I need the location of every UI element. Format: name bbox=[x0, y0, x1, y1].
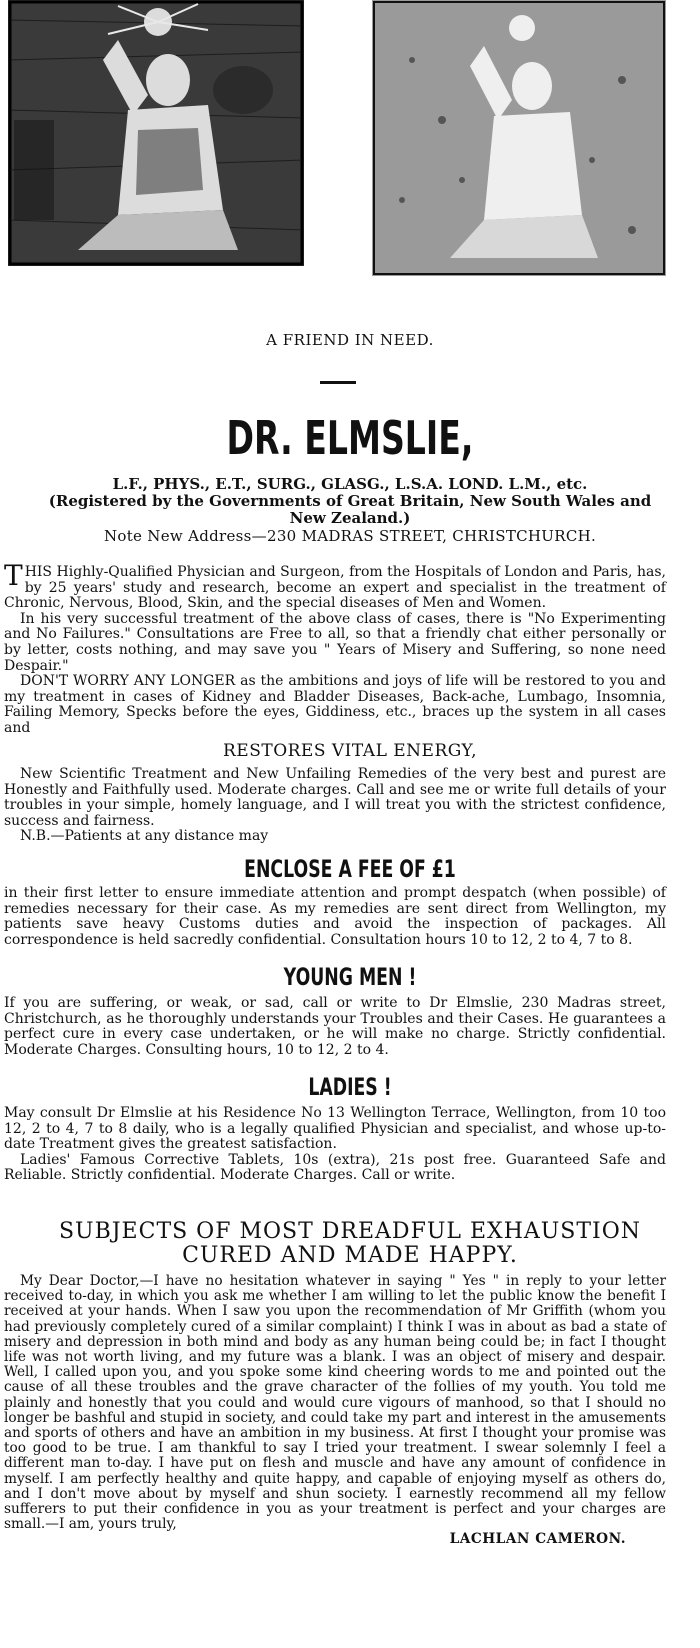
fee-section bbox=[4, 886, 666, 948]
testimonial-letter: My Dear Doctor,—I have no hesitation whatever in saying " Yes " in reply to your letter received to-day, in which you ask me whether I am willing to let the public know the benefit I received at your hands. When I saw you upon the recommendation of Mr Griffith (whom you had previously completely cured of a similar complaint) I think I was in about as bad a state of misery and depression in both mind and body as any human being could be; in fact I thought life was not worth living, and my future was a blank. I was an object of misery and despair. Well, I called upon you, and you spoke some kind cheering words to me and pointed out the cause of all these troubles and the grave character of the follies of my youth. You told me plainly and honestly that you could and would cure vigours of manhood, so that I should no longer be bashful and stupid in society, and could take my part and interest in the amusements and sports of others and have an ambition in my business. At first I thought your promise was too good to be true. I am thankful to say I tried your treatment. I swear solemnly I feel a different man to-day. I have put on flesh and muscle and have any amount of confidence in myself. I am perfectly healthy and quite happy, and capable of enjoying myself as others do, and I don't move about by myself and shun society. I earnestly recommend all my fellow sufferers to put their confidence in you as your treatment is perfect and your charges are small.—I am, yours truly, bbox=[4, 1273, 666, 1533]
drop-cap: T bbox=[4, 559, 23, 592]
vital-paragraph-1: New Scientific Treatment and New Unfailing Remedies of the very best and purest are Honestly and Faithfully used. Moderate charges. Call and see me or write full details of your troubles in your simple, homely language, and I will treat you with the strictest confidence, success and fairness. bbox=[4, 766, 666, 829]
ladies-paragraph-1: May consult Dr Elmslie at his Residence No 13 Wellington Terrace, Wellington, from 10 too 12, 2 to 4, 7 to 8 daily, who is a legally qualified Physician and specialist, and whose up-to-date Treatment gives the greatest satisfaction. bbox=[4, 1105, 666, 1153]
ladies-heading: LADIES ! bbox=[308, 1073, 392, 1101]
intro-paragraph-1 bbox=[4, 559, 666, 612]
divider-rule bbox=[320, 381, 356, 384]
ladies-paragraph-2: Ladies' Famous Corrective Tablets, 10s (extra), 21s post free. Guaranteed Safe and Reliable. Strictly confidential. Moderate Charges. Call or write. bbox=[4, 1151, 666, 1184]
young-men-paragraph: If you are suffering, or weak, or sad, call or write to Dr Elmslie, 230 Madras street, Christchurch, as he thoroughly understands your Troubles and their Cases. He guarantees a perfect cure in every case undertaken, or he will make no charge. Strictly confidential. Moderate Charges. Consulting hours, 10 to 12, 2 to 4. bbox=[4, 995, 666, 1058]
fee-heading: ENCLOSE A FEE OF £1 bbox=[244, 855, 456, 883]
vital-paragraph-2: N.B.—Patients at any distance may bbox=[20, 828, 269, 845]
testimonial-section bbox=[4, 1274, 666, 1548]
young-men-section bbox=[4, 996, 666, 1058]
testimonial-heading-line-1: SUBJECTS OF MOST DREADFUL EXHAUSTION bbox=[58, 1219, 642, 1244]
intro-paragraph-3: DON'T WORRY ANY LONGER as the ambitions and joys of life will be restored to you and my treatment in cases of Kidney and Bladder Diseases, Back-ache, Lumbago, Insomnia, Failing Memory, Specks before the eyes, Giddiness, etc., braces up the system in all cases and bbox=[4, 673, 666, 736]
qualifications: L.F., PHYS., E.T., SURG., GLASG., L.S.A. LOND. L.M., etc. bbox=[112, 475, 588, 493]
registration-note: (Registered by the Governments of Great Britain, New South Wales and New Zealand.) bbox=[48, 492, 652, 527]
intro-paragraph-1-text: HIS Highly-Qualified Physician and Surgeon, from the Hospitals of London and Paris, has, by 25 years' study and research, become an expert and specialist in the treatment of Chronic, Nervous, Blood, Skin, and the special diseases of Men and Women. bbox=[4, 564, 666, 612]
fee-paragraph: in their first letter to ensure immediate attention and prompt despatch (when possible) of remedies necessary for their case. As my remedies are sent direct from Wellington, my patients save heavy Customs duties and avoid the inspection of packages. All correspondence is held sacredly confidential. Consultation hours 10 to 12, 2 to 4, 7 to 8. bbox=[4, 885, 666, 948]
ladies-section bbox=[4, 1106, 666, 1184]
testimonial-heading-line-2: CURED AND MADE HAPPY. bbox=[182, 1243, 518, 1268]
woodcut-illustration-dark bbox=[8, 0, 304, 266]
intro-paragraph-2: In his very successful treatment of the above class of cases, there is "No Experimenting and No Failures." Consultations are Free to all, so that a friendly chat either personally or by letter, costs nothing, and may save you " Years of Misery and Suffering, so none need Despair." bbox=[4, 610, 666, 674]
young-men-heading: YOUNG MEN ! bbox=[283, 963, 417, 991]
vital-energy-heading: RESTORES VITAL ENERGY, bbox=[223, 741, 477, 761]
tagline: A FRIEND IN NEED. bbox=[266, 331, 434, 349]
testimonial-signature: LACHLAN CAMERON. bbox=[449, 1531, 626, 1548]
woodcut-illustration-light bbox=[372, 0, 666, 276]
vital-section bbox=[4, 767, 666, 845]
intro-section bbox=[4, 559, 666, 737]
doctor-name-heading: DR. ELMSLIE, bbox=[226, 411, 474, 465]
address-line: Note New Address—230 MADRAS STREET, CHRISTCHURCH. bbox=[103, 527, 597, 545]
